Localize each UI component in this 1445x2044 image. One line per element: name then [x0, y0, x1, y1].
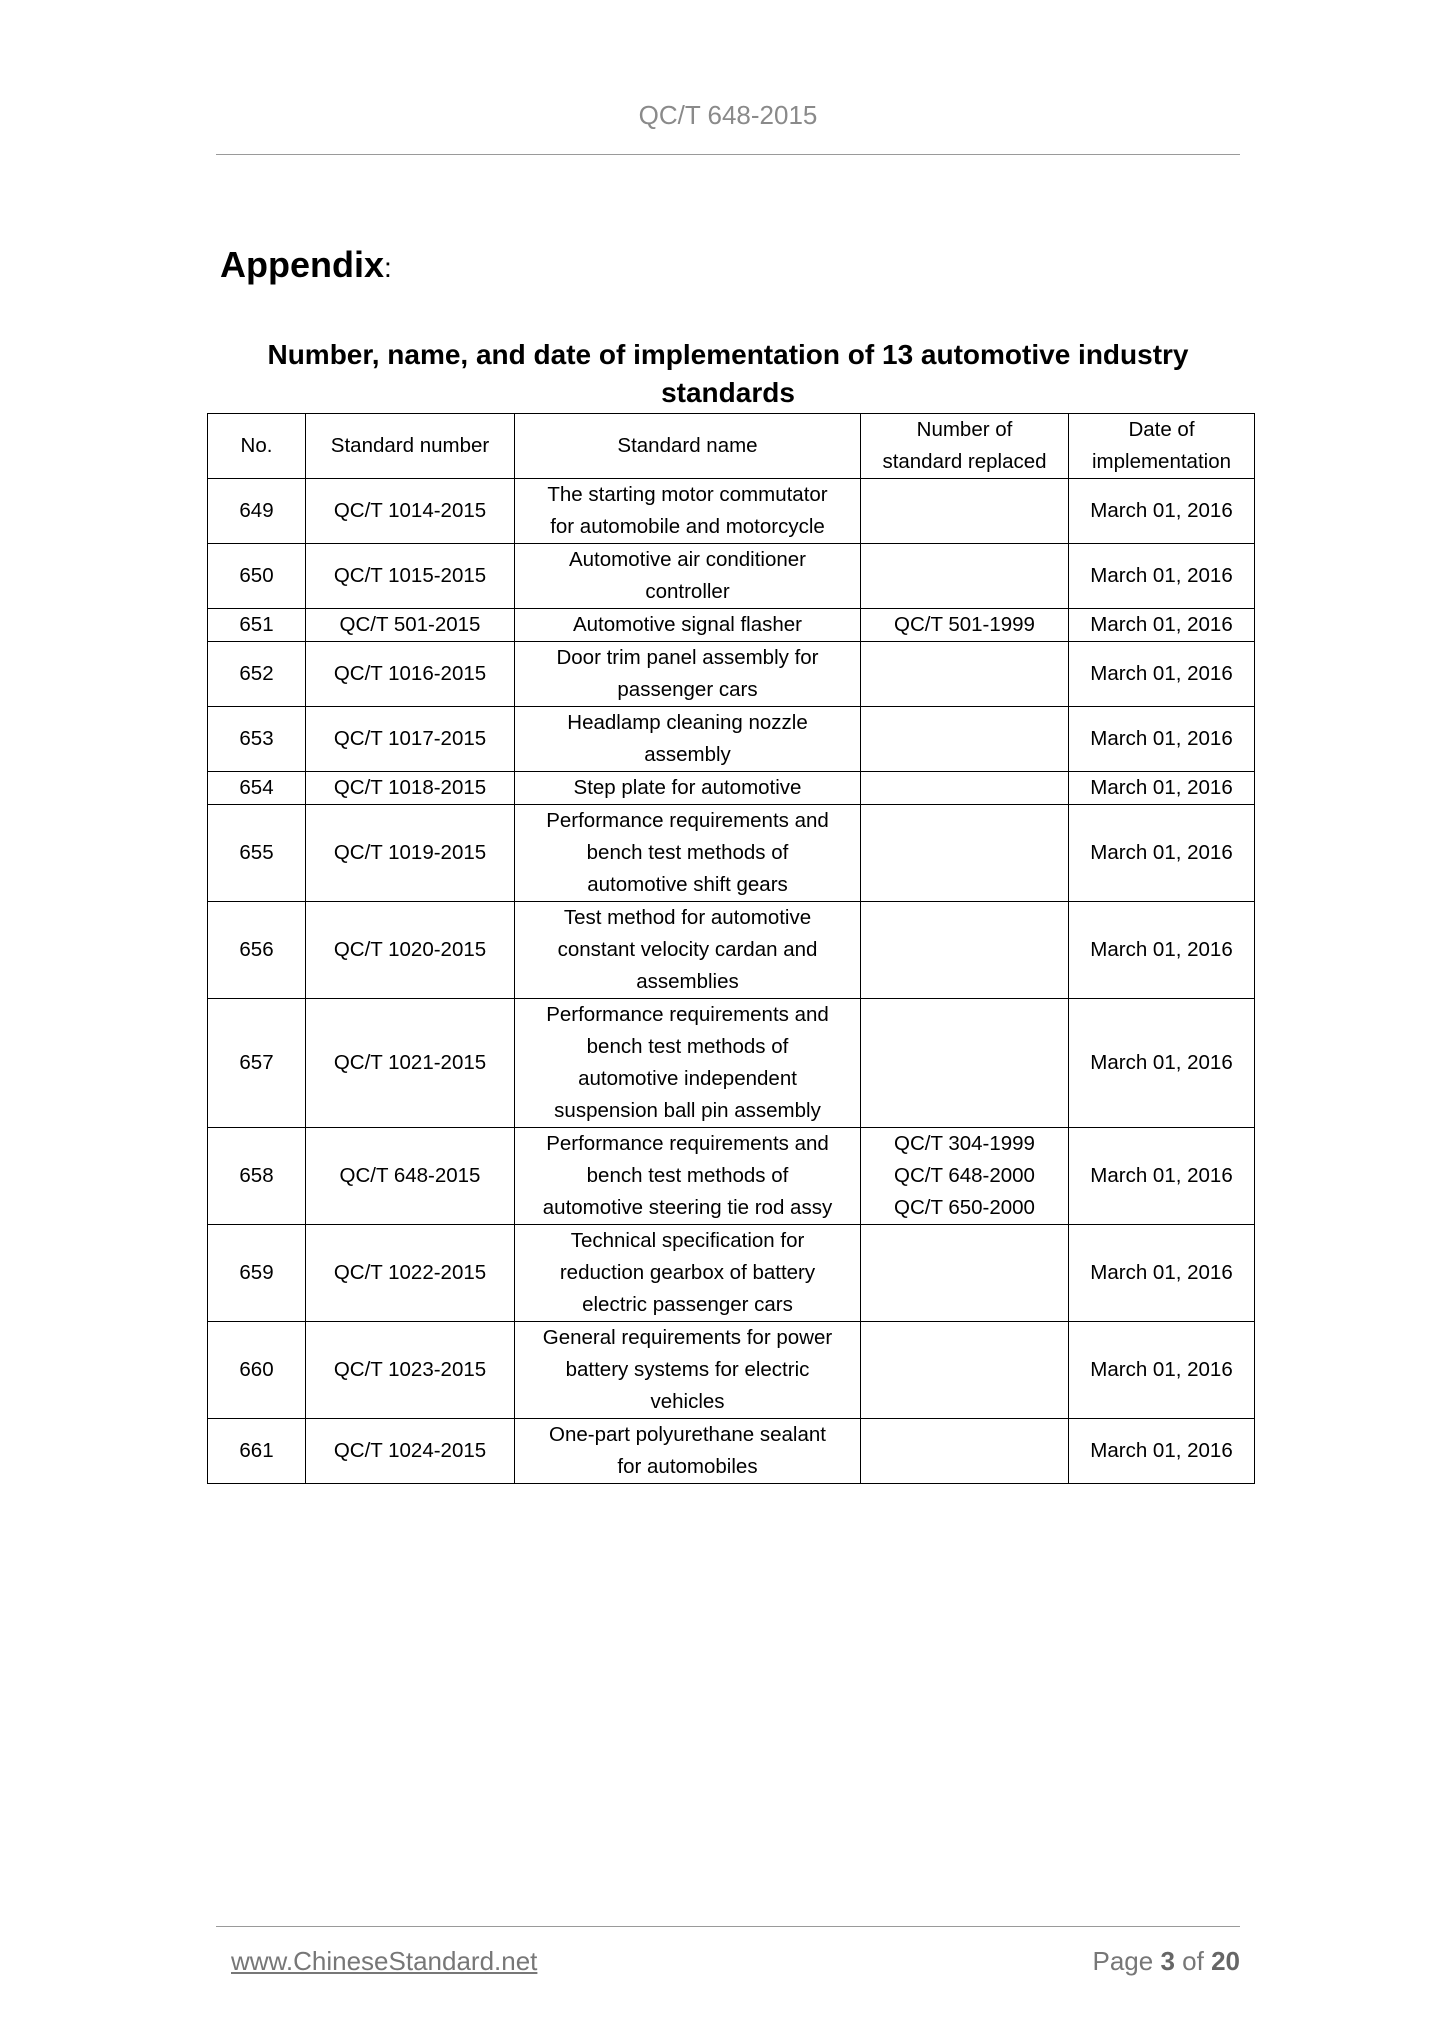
cell-date: March 01, 2016: [1069, 772, 1255, 805]
cell-standard-replaced-line: QC/T 501-1999: [894, 613, 1035, 636]
cell-standard-name: [515, 1419, 861, 1484]
cell-standard-replaced: [861, 772, 1069, 805]
cell-no: 659: [208, 1225, 306, 1322]
cell-standard-replaced: [861, 999, 1069, 1128]
table-row: [208, 1419, 1255, 1484]
cell-date: March 01, 2016: [1069, 1419, 1255, 1484]
cell-standard-name-line: Performance requirements and: [546, 1003, 829, 1026]
cell-date: March 01, 2016: [1069, 642, 1255, 707]
cell-date: March 01, 2016: [1069, 999, 1255, 1128]
cell-standard-name-line: automotive independent: [578, 1067, 797, 1090]
header-divider: [216, 154, 1240, 155]
cell-standard-replaced: [861, 1322, 1069, 1419]
cell-no: 660: [208, 1322, 306, 1419]
footer-site-link[interactable]: www.ChineseStandard.net: [231, 1946, 538, 1976]
cell-date: March 01, 2016: [1069, 1322, 1255, 1419]
cell-standard-name-line: passenger cars: [617, 678, 758, 701]
header-standard-replaced: Number of standard replaced: [861, 414, 1069, 479]
cell-standard-name-line: bench test methods of: [586, 1035, 789, 1058]
cell-standard-name-line: vehicles: [650, 1390, 725, 1413]
table-row: [208, 544, 1255, 609]
table-header-row: [208, 414, 1255, 479]
header-date-of-implementation: Date of implementation: [1069, 414, 1255, 479]
cell-standard-name-line: suspension ball pin assembly: [554, 1099, 821, 1122]
header-standard-number: Standard number: [306, 414, 515, 479]
table-row: [208, 1322, 1255, 1419]
table-row: [208, 609, 1255, 642]
cell-standard-name-line: bench test methods of: [586, 841, 789, 864]
cell-standard-replaced: [861, 1419, 1069, 1484]
cell-standard-replaced: [861, 1128, 1069, 1225]
cell-no: 656: [208, 902, 306, 999]
cell-standard-name-line: for automobile and motorcycle: [550, 515, 825, 538]
cell-standard-number: QC/T 1020-2015: [306, 902, 515, 999]
cell-standard-replaced-line: QC/T 650-2000: [894, 1196, 1035, 1219]
cell-standard-name: [515, 772, 861, 805]
cell-standard-name-line: constant velocity cardan and: [557, 938, 818, 961]
cell-standard-name: [515, 999, 861, 1128]
cell-no: 657: [208, 999, 306, 1128]
cell-standard-name: [515, 1225, 861, 1322]
cell-date: March 01, 2016: [1069, 1128, 1255, 1225]
cell-standard-replaced-line: QC/T 304-1999: [894, 1132, 1035, 1155]
header-standard-name: Standard name: [515, 414, 861, 479]
cell-standard-name-line: Step plate for automotive: [573, 776, 802, 799]
cell-no: 654: [208, 772, 306, 805]
cell-date: March 01, 2016: [1069, 902, 1255, 999]
cell-standard-replaced: [861, 805, 1069, 902]
table-row: [208, 805, 1255, 902]
cell-standard-name-line: Headlamp cleaning nozzle: [567, 711, 808, 734]
table-row: [208, 1128, 1255, 1225]
cell-standard-name: [515, 707, 861, 772]
cell-standard-name-line: reduction gearbox of battery: [559, 1261, 816, 1284]
table-row: [208, 772, 1255, 805]
cell-standard-name: [515, 642, 861, 707]
cell-standard-replaced: [861, 544, 1069, 609]
cell-standard-name: [515, 609, 861, 642]
cell-standard-name-line: Automotive signal flasher: [572, 613, 803, 636]
cell-date: March 01, 2016: [1069, 707, 1255, 772]
cell-standard-name: [515, 1322, 861, 1419]
cell-no: 650: [208, 544, 306, 609]
table-row: [208, 902, 1255, 999]
cell-standard-replaced: [861, 1225, 1069, 1322]
cell-standard-number: QC/T 1021-2015: [306, 999, 515, 1128]
cell-no: 655: [208, 805, 306, 902]
cell-standard-name-line: bench test methods of: [586, 1164, 789, 1187]
appendix-heading: [220, 244, 392, 286]
cell-standard-name-line: Automotive air conditioner: [568, 548, 806, 571]
cell-standard-number: QC/T 1019-2015: [306, 805, 515, 902]
table-row: [208, 479, 1255, 544]
header-no: No.: [208, 414, 306, 479]
table-row: [208, 642, 1255, 707]
cell-standard-replaced-line: QC/T 648-2000: [894, 1164, 1035, 1187]
cell-date: March 01, 2016: [1069, 805, 1255, 902]
cell-no: 651: [208, 609, 306, 642]
table-title: [216, 336, 1240, 412]
cell-standard-name-line: Technical specification for: [570, 1229, 805, 1252]
cell-standard-number: QC/T 1023-2015: [306, 1322, 515, 1419]
cell-date: March 01, 2016: [1069, 479, 1255, 544]
cell-standard-name-line: One-part polyurethane sealant: [549, 1423, 826, 1446]
appendix-colon: :: [384, 252, 392, 283]
cell-standard-name-line: Door trim panel assembly for: [556, 646, 819, 669]
cell-standard-name-line: assemblies: [636, 970, 739, 993]
cell-standard-name: [515, 1128, 861, 1225]
table-title-line-1: Number, name, and date of implementation of 13 automotive industry: [267, 339, 1189, 370]
cell-standard-name-line: automotive shift gears: [587, 873, 788, 896]
cell-date: March 01, 2016: [1069, 609, 1255, 642]
cell-standard-name-line: controller: [645, 580, 730, 603]
cell-standard-name: [515, 544, 861, 609]
cell-standard-number: QC/T 1015-2015: [306, 544, 515, 609]
cell-no: 652: [208, 642, 306, 707]
cell-standard-replaced: [861, 707, 1069, 772]
cell-no: 649: [208, 479, 306, 544]
standards-table: [207, 413, 1255, 1484]
cell-standard-number: QC/T 1018-2015: [306, 772, 515, 805]
cell-standard-name-line: The starting motor commutator: [547, 483, 828, 506]
footer-divider: [216, 1926, 1240, 1927]
footer-page-number: Page 3 of 20: [1092, 1946, 1240, 1976]
cell-standard-name: [515, 479, 861, 544]
cell-standard-replaced: [861, 642, 1069, 707]
cell-no: 658: [208, 1128, 306, 1225]
cell-date: March 01, 2016: [1069, 544, 1255, 609]
cell-standard-name-line: automotive steering tie rod assy: [542, 1196, 833, 1219]
cell-standard-name-line: for automobiles: [617, 1455, 758, 1478]
cell-standard-name: [515, 902, 861, 999]
cell-standard-replaced: [861, 479, 1069, 544]
cell-standard-name-line: electric passenger cars: [582, 1293, 793, 1316]
table-row: [208, 707, 1255, 772]
cell-no: 661: [208, 1419, 306, 1484]
table-body: [208, 479, 1255, 1484]
cell-standard-number: QC/T 1024-2015: [306, 1419, 515, 1484]
cell-standard-number: QC/T 1017-2015: [306, 707, 515, 772]
cell-standard-number: QC/T 648-2015: [306, 1128, 515, 1225]
cell-standard-number: QC/T 1014-2015: [306, 479, 515, 544]
table-row: [208, 1225, 1255, 1322]
cell-standard-number: QC/T 501-2015: [306, 609, 515, 642]
cell-standard-name-line: assembly: [644, 743, 731, 766]
table-row: [208, 999, 1255, 1128]
cell-standard-name-line: Test method for automotive: [563, 906, 812, 929]
cell-no: 653: [208, 707, 306, 772]
cell-standard-replaced: [861, 902, 1069, 999]
running-header: QC/T 648-2015: [638, 100, 818, 130]
table-title-line-2: standards: [661, 377, 795, 408]
cell-standard-name-line: battery systems for electric: [565, 1358, 810, 1381]
cell-standard-name-line: Performance requirements and: [546, 809, 829, 832]
appendix-label: Appendix: [220, 244, 385, 285]
cell-standard-name-line: General requirements for power: [542, 1326, 833, 1349]
cell-standard-number: QC/T 1022-2015: [306, 1225, 515, 1322]
cell-standard-name-line: Performance requirements and: [546, 1132, 829, 1155]
cell-date: March 01, 2016: [1069, 1225, 1255, 1322]
cell-standard-replaced: [861, 609, 1069, 642]
cell-standard-number: QC/T 1016-2015: [306, 642, 515, 707]
cell-standard-name: [515, 805, 861, 902]
